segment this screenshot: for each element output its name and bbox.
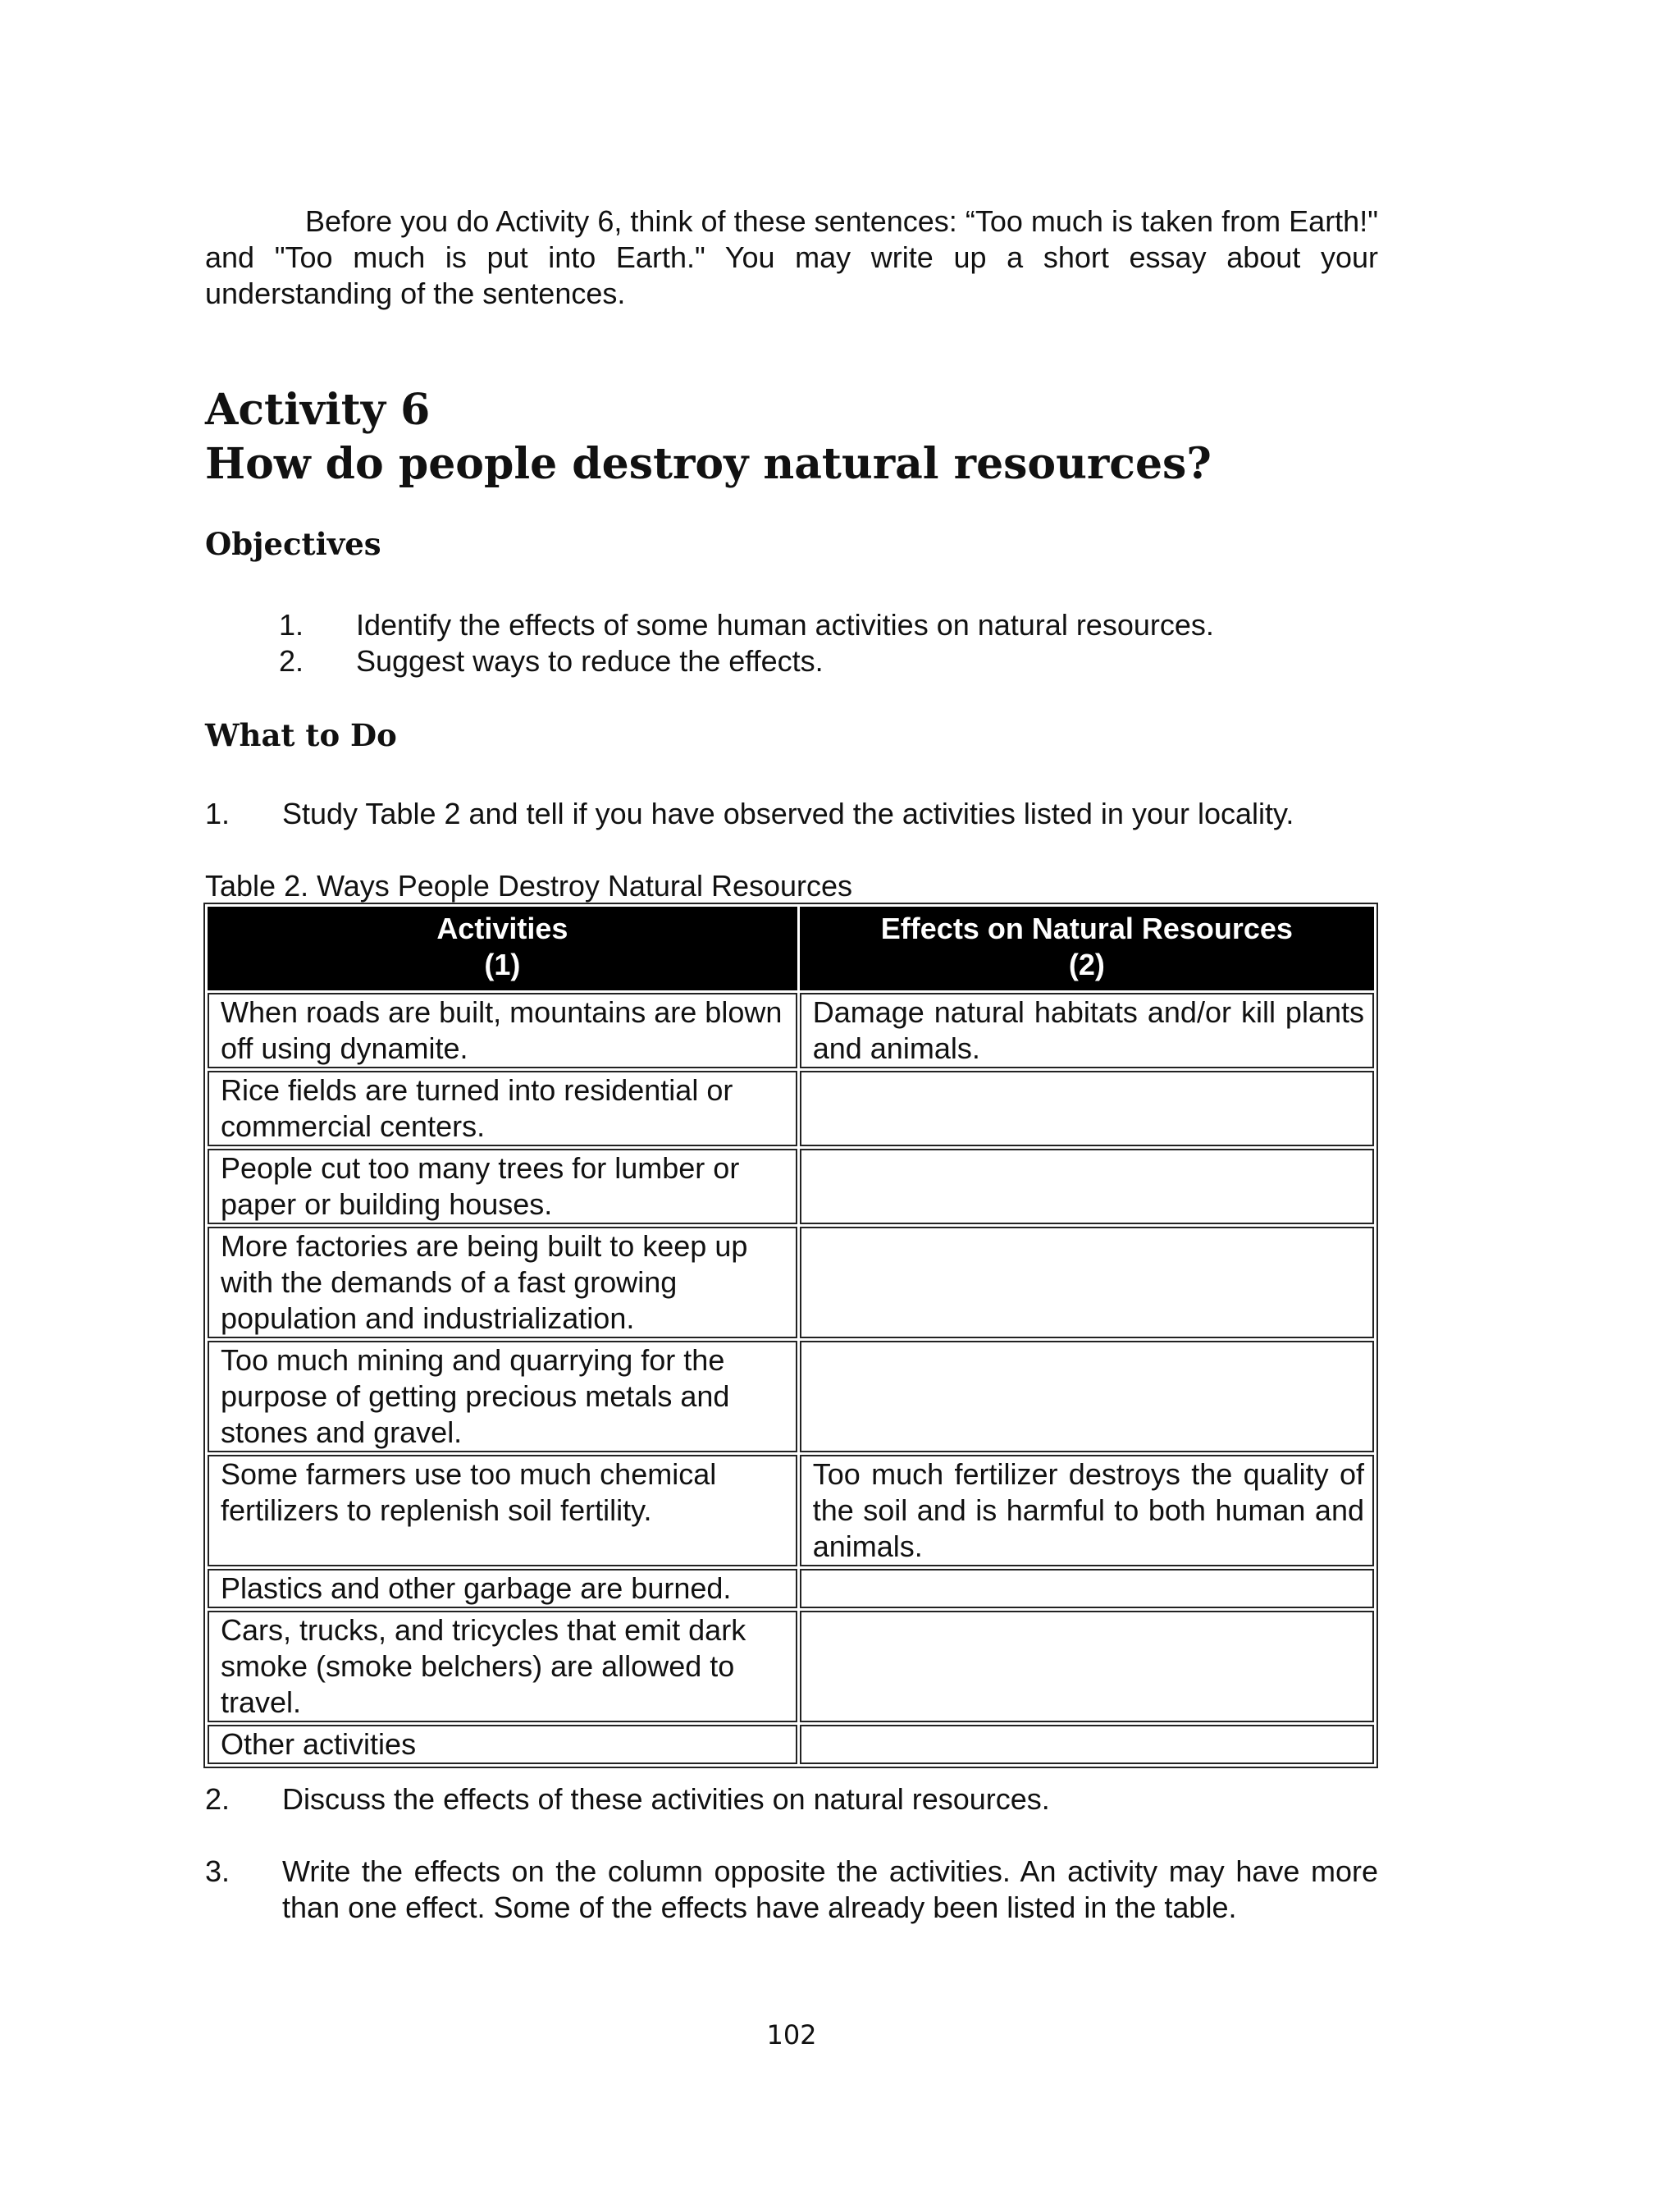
objective-number: 1. [279,608,304,642]
header-sub: (2) [1068,948,1105,981]
step-number: 2. [205,1782,231,1816]
effect-cell[interactable] [800,1611,1374,1722]
step-item [205,1854,1378,1926]
activity-cell: Some farmers use too much chemical fertilizers to replenish soil fertility. [208,1455,797,1566]
objectives-list [279,607,1214,679]
table-row [208,1149,1374,1224]
effect-cell[interactable] [800,1227,1374,1338]
what-to-do-heading: What to Do [205,717,397,753]
effect-cell[interactable] [800,1149,1374,1224]
ways-table [203,903,1378,1768]
step-number: 3. [205,1854,231,1888]
effect-cell[interactable]: Too much fertilizer destroys the quality of the soil and is harmful to both human and animals. [800,1455,1374,1566]
intro-paragraph: Before you do Activity 6, think of these sentences: “Too much is taken from Earth!" and "Too much is put into Earth." You may write up a short essay about your understanding of the sentences. [205,204,1378,310]
effect-cell[interactable]: Damage natural habitats and/or kill plants and animals. [800,993,1374,1068]
activity-cell: Other activities [208,1725,797,1764]
activity-cell: Cars, trucks, and tricycles that emit dark smoke (smoke belchers) are allowed to travel. [208,1611,797,1722]
objective-item [279,607,1214,643]
table-row [208,1725,1374,1764]
activity-cell: When roads are built, mountains are blown off using dynamite. [208,993,797,1068]
table-row [208,1455,1374,1566]
activity-cell: People cut too many trees for lumber or paper or building houses. [208,1149,797,1224]
table-row [208,1227,1374,1338]
activity-cell: Plastics and other garbage are burned. [208,1569,797,1608]
step-text: Study Table 2 and tell if you have observed the activities listed in your locality. [282,797,1294,830]
header-activities [208,907,797,990]
step-item [205,1781,1378,1817]
activity-cell: Rice fields are turned into residential or commercial centers. [208,1071,797,1146]
activity-cell: More factories are being built to keep up with the demands of a fast growing population and industrialization. [208,1227,797,1338]
step-number: 1. [205,797,231,830]
effect-cell[interactable] [800,1071,1374,1146]
header-effects [800,907,1374,990]
step-text: Discuss the effects of these activities on natural resources. [282,1782,1050,1816]
activity-title: How do people destroy natural resources? [205,439,1212,489]
step-text: Write the effects on the column opposite the activities. An activity may have more than one effect. Some of the effects have already been listed in the table. [282,1854,1378,1924]
step-item [205,796,1378,832]
effect-cell[interactable] [800,1725,1374,1764]
table-caption: Table 2. Ways People Destroy Natural Resources [205,869,853,903]
activity-cell: Too much mining and quarrying for the purpose of getting precious metals and stones and gravel. [208,1341,797,1452]
table-header-row [208,907,1374,990]
document-page [205,0,1378,2190]
header-label: Activities [436,912,568,945]
table-row [208,1611,1374,1722]
header-label: Effects on Natural Resources [880,912,1293,945]
activity-heading: Activity 6 [205,385,431,435]
objective-text: Suggest ways to reduce the effects. [356,644,824,678]
table-row [208,1071,1374,1146]
effect-cell[interactable] [800,1341,1374,1452]
header-sub: (1) [484,948,521,981]
table-row [208,1341,1374,1452]
table-row [208,993,1374,1068]
page-number: 102 [766,2019,817,2051]
objective-number: 2. [279,644,304,678]
objectives-heading: Objectives [205,526,381,562]
objective-item [279,643,1214,679]
table-row [208,1569,1374,1608]
effect-cell[interactable] [800,1569,1374,1608]
objective-text: Identify the effects of some human activities on natural resources. [356,608,1214,642]
